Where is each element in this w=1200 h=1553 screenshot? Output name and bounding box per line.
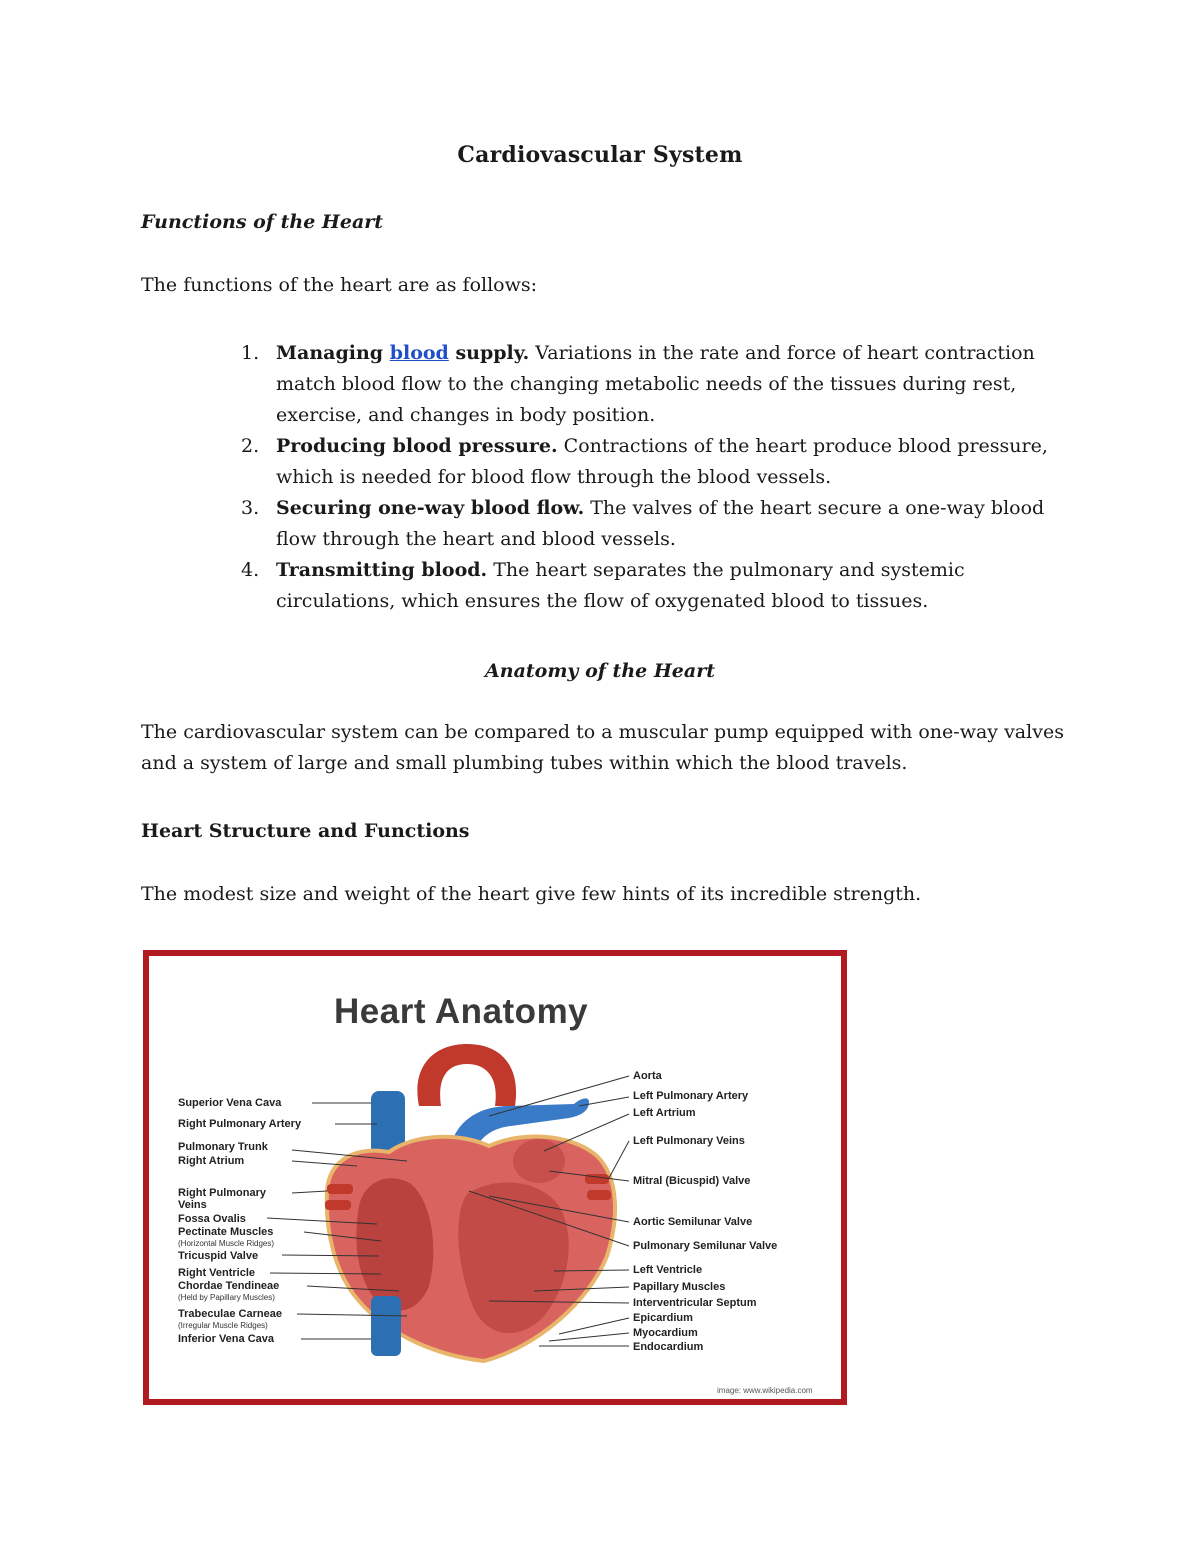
functions-heading: Functions of the Heart bbox=[141, 211, 384, 233]
label-mitral-valve: Mitral (Bicuspid) Valve bbox=[633, 1175, 751, 1187]
document-title: Cardiovascular System bbox=[457, 142, 743, 168]
right-pulmonary-vein bbox=[327, 1184, 353, 1194]
label-trabeculae-carneae: Trabeculae Carneae bbox=[178, 1308, 282, 1320]
list-item-text: Contractions of the heart produce blood pressure, which is needed for blood flow through the blood vessels. bbox=[276, 435, 1048, 488]
list-item-text: The valves of the heart secure a one-way blood flow through the heart and blood vessels. bbox=[276, 497, 1045, 550]
label-right-pulmonary: Right Pulmonary bbox=[178, 1187, 267, 1199]
anatomy-heading: Anatomy of the Heart bbox=[485, 660, 715, 682]
label-interventricular-septum: Interventricular Septum bbox=[633, 1297, 757, 1309]
label-inferior-vena-cava: Inferior Vena Cava bbox=[178, 1333, 274, 1345]
label-aorta: Aorta bbox=[633, 1070, 662, 1082]
heart-anatomy-figure bbox=[143, 950, 847, 1405]
right-pulmonary-vein bbox=[325, 1200, 351, 1210]
list-number: 1. bbox=[241, 342, 260, 364]
label-chordae-tendineae: Chordae Tendineae bbox=[178, 1280, 280, 1292]
list-item-text: The heart separates the pulmonary and systemic circulations, which ensures the flow of oxygenated blood to tissues. bbox=[276, 559, 965, 612]
left-pulmonary-vein bbox=[587, 1190, 611, 1200]
list-item bbox=[235, 338, 1075, 431]
list-item bbox=[235, 493, 1075, 555]
label-pulmonary-trunk: Pulmonary Trunk bbox=[178, 1141, 268, 1153]
label-papillary-muscles: Papillary Muscles bbox=[633, 1281, 726, 1293]
list-item bbox=[235, 431, 1075, 493]
label-left-pulmonary-veins: Left Pulmonary Veins bbox=[633, 1135, 745, 1147]
label-right-ventricle: Right Ventricle bbox=[178, 1267, 256, 1279]
label-tricuspid-valve: Tricuspid Valve bbox=[178, 1250, 259, 1262]
list-item-lead: Securing one-way blood flow. bbox=[276, 497, 585, 519]
structure-heading: Heart Structure and Functions bbox=[141, 820, 470, 842]
label-pectinate-muscles: Pectinate Muscles bbox=[178, 1226, 274, 1238]
aorta-arch bbox=[417, 1044, 516, 1106]
label-superior-vena-cava: Superior Vena Cava bbox=[178, 1097, 282, 1109]
functions-list bbox=[235, 338, 1075, 617]
list-item bbox=[235, 555, 1075, 617]
blood-link[interactable]: blood bbox=[389, 342, 449, 364]
sublabel-held-by-papillary-muscles: (Held by Papillary Muscles) bbox=[178, 1293, 275, 1302]
list-item-lead: Producing blood pressure. bbox=[276, 435, 558, 457]
label-left-pulmonary-artery: Left Pulmonary Artery bbox=[633, 1090, 749, 1102]
figure-title: Heart Anatomy bbox=[334, 992, 589, 1031]
sublabel-horizontal-muscle-ridges: (Horizontal Muscle Ridges) bbox=[178, 1239, 275, 1248]
list-number: 3. bbox=[241, 497, 260, 519]
label-right-atrium: Right Atrium bbox=[178, 1155, 245, 1167]
functions-intro: The functions of the heart are as follows: bbox=[141, 274, 538, 296]
anatomy-paragraph: The cardiovascular system can be compared to a muscular pump equipped with one-way valves and a system of large and small plumbing tubes within which the blood travels. bbox=[141, 721, 1064, 774]
label-right-pulmonary-artery: Right Pulmonary Artery bbox=[178, 1118, 302, 1130]
label-pulmonary-semilunar-valve: Pulmonary Semilunar Valve bbox=[633, 1240, 778, 1252]
label-myocardium: Myocardium bbox=[633, 1327, 698, 1339]
image-credit: image: www.wikipedia.com bbox=[717, 1386, 813, 1395]
label-aortic-semilunar-valve: Aortic Semilunar Valve bbox=[633, 1216, 753, 1228]
list-item-lead: Managing blood supply. bbox=[276, 342, 530, 364]
list-item-text: Variations in the rate and force of heart contraction match blood flow to the changing metabolic needs of the tissues during rest, exercise, and changes in body position. bbox=[276, 342, 1035, 426]
label-fossa-ovalis: Fossa Ovalis bbox=[178, 1213, 246, 1225]
list-number: 2. bbox=[241, 435, 260, 457]
label-endocardium: Endocardium bbox=[633, 1341, 704, 1353]
sublabel-irregular-muscle-ridges: (Irregular Muscle Ridges) bbox=[178, 1321, 268, 1330]
list-item-lead: Transmitting blood. bbox=[276, 559, 488, 581]
list-number: 4. bbox=[241, 559, 260, 581]
label-veins: Veins bbox=[178, 1199, 207, 1211]
label-epicardium: Epicardium bbox=[633, 1312, 693, 1324]
label-left-ventricle: Left Ventricle bbox=[633, 1264, 703, 1276]
structure-paragraph: The modest size and weight of the heart give few hints of its incredible strength. bbox=[141, 883, 922, 905]
inferior-vena-cava bbox=[371, 1296, 401, 1356]
label-left-atrium: Left Artrium bbox=[633, 1107, 696, 1119]
